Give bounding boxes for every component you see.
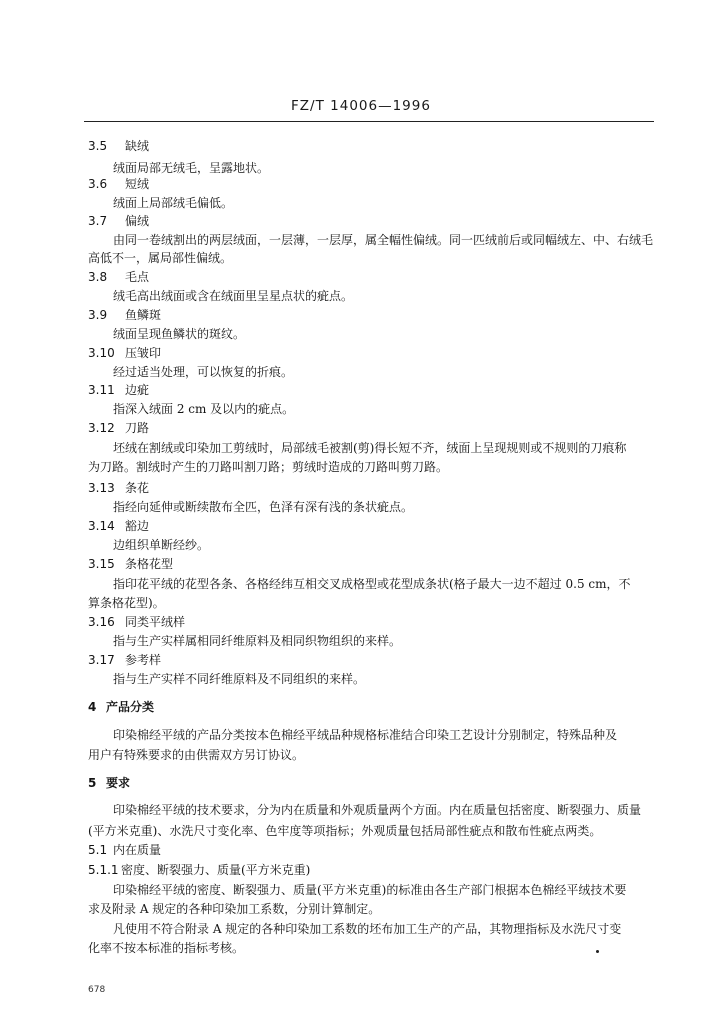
term-number: 3.13 — [88, 481, 115, 495]
term-number: 3.16 — [88, 615, 115, 629]
term-desc: 由同一卷绒割出的两层绒面，一层薄，一层厚，属全幅性偏绒。同一匹绒前后或同幅绒左、中、右绒毛 — [113, 233, 654, 247]
term-number: 3.6 — [88, 177, 108, 191]
term-desc: 算条格花型)。 — [88, 596, 165, 610]
term-desc: 绒面上局部绒毛偏低。 — [113, 196, 234, 210]
paragraph-line: (平方米克重)、水洗尺寸变化率、色牢度等项指标；外观质量包括局部性疵点和散布性疵点两类。 — [88, 824, 602, 838]
term-desc: 经过适当处理，可以恢复的折痕。 — [113, 365, 294, 379]
paragraph-line: 印染棉经平绒的技术要求，分为内在质量和外观质量两个方面。内在质量包括密度、断裂强力、质量 — [113, 803, 642, 817]
paragraph-line: 印染棉经平绒的产品分类按本色棉经平绒品种规格标准结合印染工艺设计分别制定，特殊品种及 — [113, 728, 618, 742]
subsection-title: 密度、断裂强力、质量(平方米克重) — [121, 863, 311, 877]
subsection-number: 5.1.1 — [88, 863, 119, 877]
term-desc: 指与生产实样属相同纤维原料及相同织物组织的来样。 — [113, 634, 402, 648]
section-title: 产品分类 — [106, 700, 155, 714]
term-title: 豁边 — [125, 519, 150, 533]
term-title: 条格花型 — [125, 557, 174, 571]
term-number: 3.7 — [88, 214, 108, 228]
paragraph-line: 印染棉经平绒的密度、断裂强力、质量(平方米克重)的标准由各生产部门根据本色棉经平绒技术要 — [113, 883, 627, 897]
section-title: 要求 — [106, 776, 131, 790]
term-title: 边疵 — [125, 383, 150, 397]
term-number: 3.5 — [88, 139, 108, 153]
term-title: 短绒 — [125, 177, 150, 191]
term-number: 3.17 — [88, 653, 115, 667]
term-desc: 绒面局部无绒毛，呈露地状。 — [113, 161, 270, 175]
paragraph-line: 用户有特殊要求的由供需双方另订协议。 — [88, 748, 305, 762]
term-desc: 为刀路。割绒时产生的刀路叫割刀路；剪绒时造成的刀路叫剪刀路。 — [88, 460, 449, 474]
paragraph-line: 求及附录 A 规定的各种印染加工系数，分别计算制定。 — [88, 902, 381, 916]
term-desc: 坯绒在割绒或印染加工剪绒时，局部绒毛被割(剪)得长短不齐，绒面上呈现规则或不规则的刀痕称 — [113, 441, 627, 455]
term-desc: 边组织单断经纱。 — [113, 538, 210, 552]
page-number: 678 — [88, 985, 106, 995]
term-desc: 指经向延伸或断续散布全匹，色泽有深有浅的条状疵点。 — [113, 500, 414, 514]
term-number: 3.8 — [88, 270, 108, 284]
term-desc: 绒毛高出绒面或含在绒面里呈星点状的疵点。 — [113, 289, 354, 303]
term-desc: 绒面呈现鱼鳞状的斑纹。 — [113, 327, 246, 341]
term-desc: 指印花平绒的花型各条、各格经纬互相交叉成格型或花型成条状(格子最大一边不超过 0.5 cm，不 — [113, 577, 631, 591]
term-title: 刀路 — [125, 421, 150, 435]
term-number: 3.15 — [88, 557, 115, 571]
term-desc: 指深入绒面 2 cm 及以内的疵点。 — [113, 402, 295, 416]
term-number: 3.14 — [88, 519, 115, 533]
term-title: 参考样 — [125, 653, 162, 667]
term-desc: 高低不一，属局部性偏绒。 — [88, 251, 233, 265]
term-number: 3.10 — [88, 346, 115, 360]
paragraph-line: 化率不按本标准的指标考核。 — [88, 941, 245, 955]
header-rule — [84, 121, 654, 122]
scan-speck — [596, 950, 599, 953]
term-title: 鱼鳞斑 — [125, 308, 162, 322]
section-number: 5 — [88, 776, 97, 790]
term-title: 条花 — [125, 481, 150, 495]
subsection-number: 5.1 — [88, 843, 108, 857]
section-number: 4 — [88, 700, 97, 714]
standard-number-header: FZ/T 14006—1996 — [291, 98, 431, 114]
term-title: 毛点 — [125, 270, 150, 284]
term-desc: 指与生产实样不同纤维原料及不同组织的来样。 — [113, 672, 366, 686]
term-title: 缺绒 — [125, 139, 150, 153]
term-title: 偏绒 — [125, 214, 150, 228]
term-number: 3.11 — [88, 383, 115, 397]
term-title: 同类平绒样 — [125, 615, 186, 629]
subsection-title: 内在质量 — [113, 843, 162, 857]
term-number: 3.12 — [88, 421, 115, 435]
paragraph-line: 凡使用不符合附录 A 规定的各种印染加工系数的坯布加工生产的产品，其物理指标及水洗尺寸变 — [113, 922, 622, 936]
term-number: 3.9 — [88, 308, 108, 322]
term-title: 压皱印 — [125, 346, 162, 360]
